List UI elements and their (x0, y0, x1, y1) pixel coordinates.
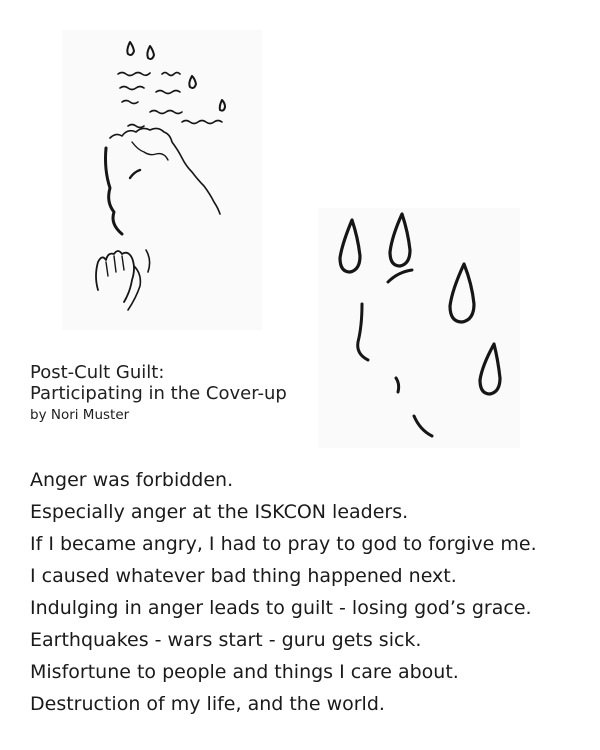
title-block (30, 362, 330, 424)
poem-line: Indulging in anger leads to guilt - losing god’s grace. (30, 597, 532, 619)
poem-line: I caused whatever bad thing happened next. (30, 565, 457, 587)
poem-line: Destruction of my life, and the world. (30, 693, 385, 715)
poem-line: Especially anger at the ISKCON leaders. (30, 501, 409, 523)
poem-line: If I became angry, I had to pray to god to forgive me. (30, 533, 537, 555)
crying-face-sketch-icon (318, 208, 520, 448)
praying-figure-sketch-icon (62, 30, 262, 330)
document-title: Post-Cult Guilt: (30, 362, 165, 383)
poem-text (30, 464, 595, 720)
poem-line: Earthquakes - wars start - guru gets sick. (30, 629, 422, 651)
author-byline: by Nori Muster (30, 407, 130, 423)
poem-line: Misfortune to people and things I care about. (30, 661, 459, 683)
poem-line: Anger was forbidden. (30, 469, 234, 491)
document-subtitle: Participating in the Cover-up (30, 383, 287, 404)
